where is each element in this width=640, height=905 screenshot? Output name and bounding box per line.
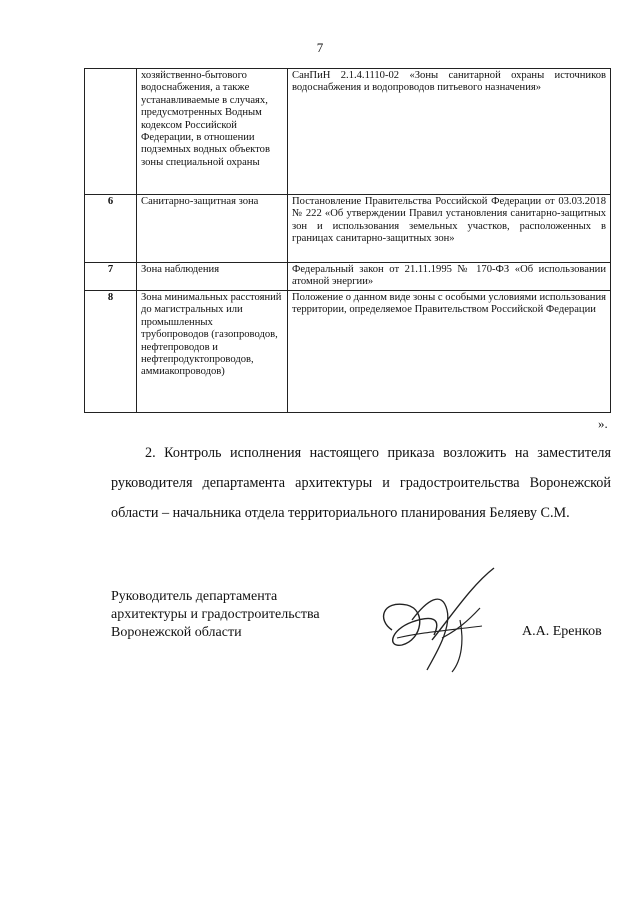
- row-number: 8: [85, 291, 137, 413]
- zone-name: Санитарно-защитная зона: [137, 195, 288, 263]
- legal-basis: Положение о данном виде зоны с особыми условиями использования территории, определяемое Правительством Российской Федерации: [288, 291, 611, 413]
- table-row: [85, 69, 611, 195]
- row-number: 6: [85, 195, 137, 263]
- legal-basis: Федеральный закон от 21.11.1995 № 170-ФЗ «Об использовании атомной энергии»: [288, 263, 611, 291]
- zones-table: [84, 68, 611, 413]
- row-number: [85, 69, 137, 195]
- signatory-title-line: Руководитель департамента: [111, 589, 278, 604]
- zone-name: Зона минимальных расстояний до магистральных или промышленных трубопроводов (газопроводов, нефтепроводов и нефтепродуктопроводов, аммиакопроводов): [137, 291, 288, 413]
- closing-quote: ».: [598, 416, 608, 431]
- table-row: [85, 195, 611, 263]
- legal-basis: Постановление Правительства Российской Федерации от 03.03.2018 № 222 «Об утверждении Правил установления санитарно-защитных зон и использования земельных участков, расположенных в границах санитарно-защитных зон»: [288, 195, 611, 263]
- zone-name: хозяйственно-бытового водоснабжения, а также устанавливаемые в случаях, предусмотренных Водным кодексом Российской Федерации, в отношении подземных водных объектов зоны специальной охраны: [137, 69, 288, 195]
- legal-basis: СанПиН 2.1.4.1110-02 «Зоны санитарной охраны источников водоснабжения и водопроводов питьевого назначения»: [288, 69, 611, 195]
- signatory-title-line: архитектуры и градостроительства: [111, 607, 320, 622]
- page-number: 7: [316, 40, 324, 55]
- signatory-name: А.А. Еренков: [522, 624, 602, 639]
- signatory-title: [111, 588, 320, 642]
- order-paragraph: 2. Контроль исполнения настоящего приказа возложить на заместителя руководителя департамента архитектуры и градостроительства Воронежской области – начальника отдела территориального планирования Беляеву С.М.: [111, 445, 611, 521]
- table-row: [85, 291, 611, 413]
- row-number: 7: [85, 263, 137, 291]
- handwritten-signature: [372, 560, 502, 680]
- zone-name: Зона наблюдения: [137, 263, 288, 291]
- table-row: [85, 263, 611, 291]
- signatory-title-line: Воронежской области: [111, 625, 242, 640]
